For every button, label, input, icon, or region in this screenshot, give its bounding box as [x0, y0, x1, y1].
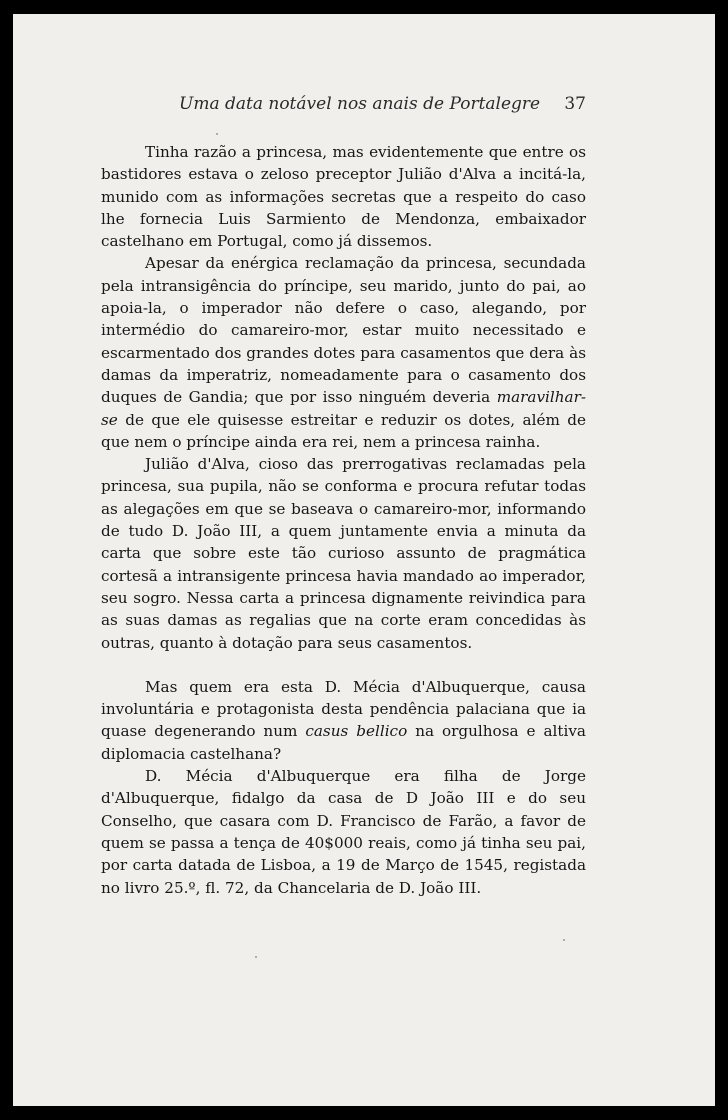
paragraph-5: D. Mécia d'Albuquerque era filha de Jorge d'Albuquerque, fidalgo da casa de D João III e do seu Conselho, que casara com D. Francisco de Farão, a favor de quem se passa a tença de 40$000 reais, como já tinha seu pai, por carta datada de Lisboa, a 19 de Março de 1545, registada no livro 25.º, fl. 72, da Chancelaria de D. João III.: [101, 767, 586, 897]
paper-speck: [255, 956, 257, 958]
book-page: [13, 14, 715, 1106]
page-header: [101, 94, 586, 122]
paragraph-2-text-before: Apesar da enérgica reclamação da princesa, secundada pela intransigência do príncipe, seu marido, junto do pai, ao apoia-la, o imperador não defere o caso, alegando, por intermédio do camareiro-mor, estar muito necessitado e escarmentado dos grandes dotes para casamentos que dera às damas da imperatriz, nomeadamente para o casamento dos duques de Gandia; que por isso ninguém deveria: [101, 254, 586, 407]
paper-speck: [216, 133, 218, 135]
paragraph-4: [101, 676, 586, 765]
paragraph-2-text-after: de que ele quisesse estreitar e reduzir os dotes, além de que nem o príncipe ainda era rei, nem a princesa rainha.: [101, 410, 586, 451]
body-text: [101, 141, 586, 899]
paragraph-3: Julião d'Alva, cioso das prerrogativas reclamadas pela princesa, sua pupila, não se conforma e procura refutar todas as alegações em que se baseava o camareiro-mor, informando de tudo D. João III, a quem juntamente envia a minuta da carta que sobre este tão curioso assunto de pragmática cortesã a intransigente princesa havia mandado ao imperador, seu sogro. Nessa carta a princesa dignamente reivindica para as suas damas as regalias que na corte eram concedidas às outras, quanto à dotação para seus casamentos.: [101, 455, 586, 652]
paper-speck: [563, 939, 565, 941]
paragraph-4-text-before: Mas quem era esta D. Mécia d'Albuquerque, causa involuntária e protagonista desta pendência palaciana que ia quase degenerando num: [101, 677, 586, 741]
page-number: 37: [564, 94, 586, 114]
paragraph-2: [101, 252, 586, 453]
paragraph-1: Tinha razão a princesa, mas evidentemente que entre os bastidores estava o zeloso preceptor Julião d'Alva a incitá-la, munido com as informações secretas que a respeito do caso lhe fornecia Luis Sarmiento de Mendonza, embaixador castelhano em Portugal, como já dissemos.: [101, 143, 586, 251]
paragraph-4-italic-term: casus bellico: [305, 722, 408, 741]
paragraph-4-text-after: na orgulhosa e altiva diplomacia castelhana?: [101, 722, 586, 763]
paragraph-2-italic-term: maravilhar-se: [101, 388, 586, 429]
running-title: Uma data notável nos anais de Portalegre: [179, 94, 541, 114]
